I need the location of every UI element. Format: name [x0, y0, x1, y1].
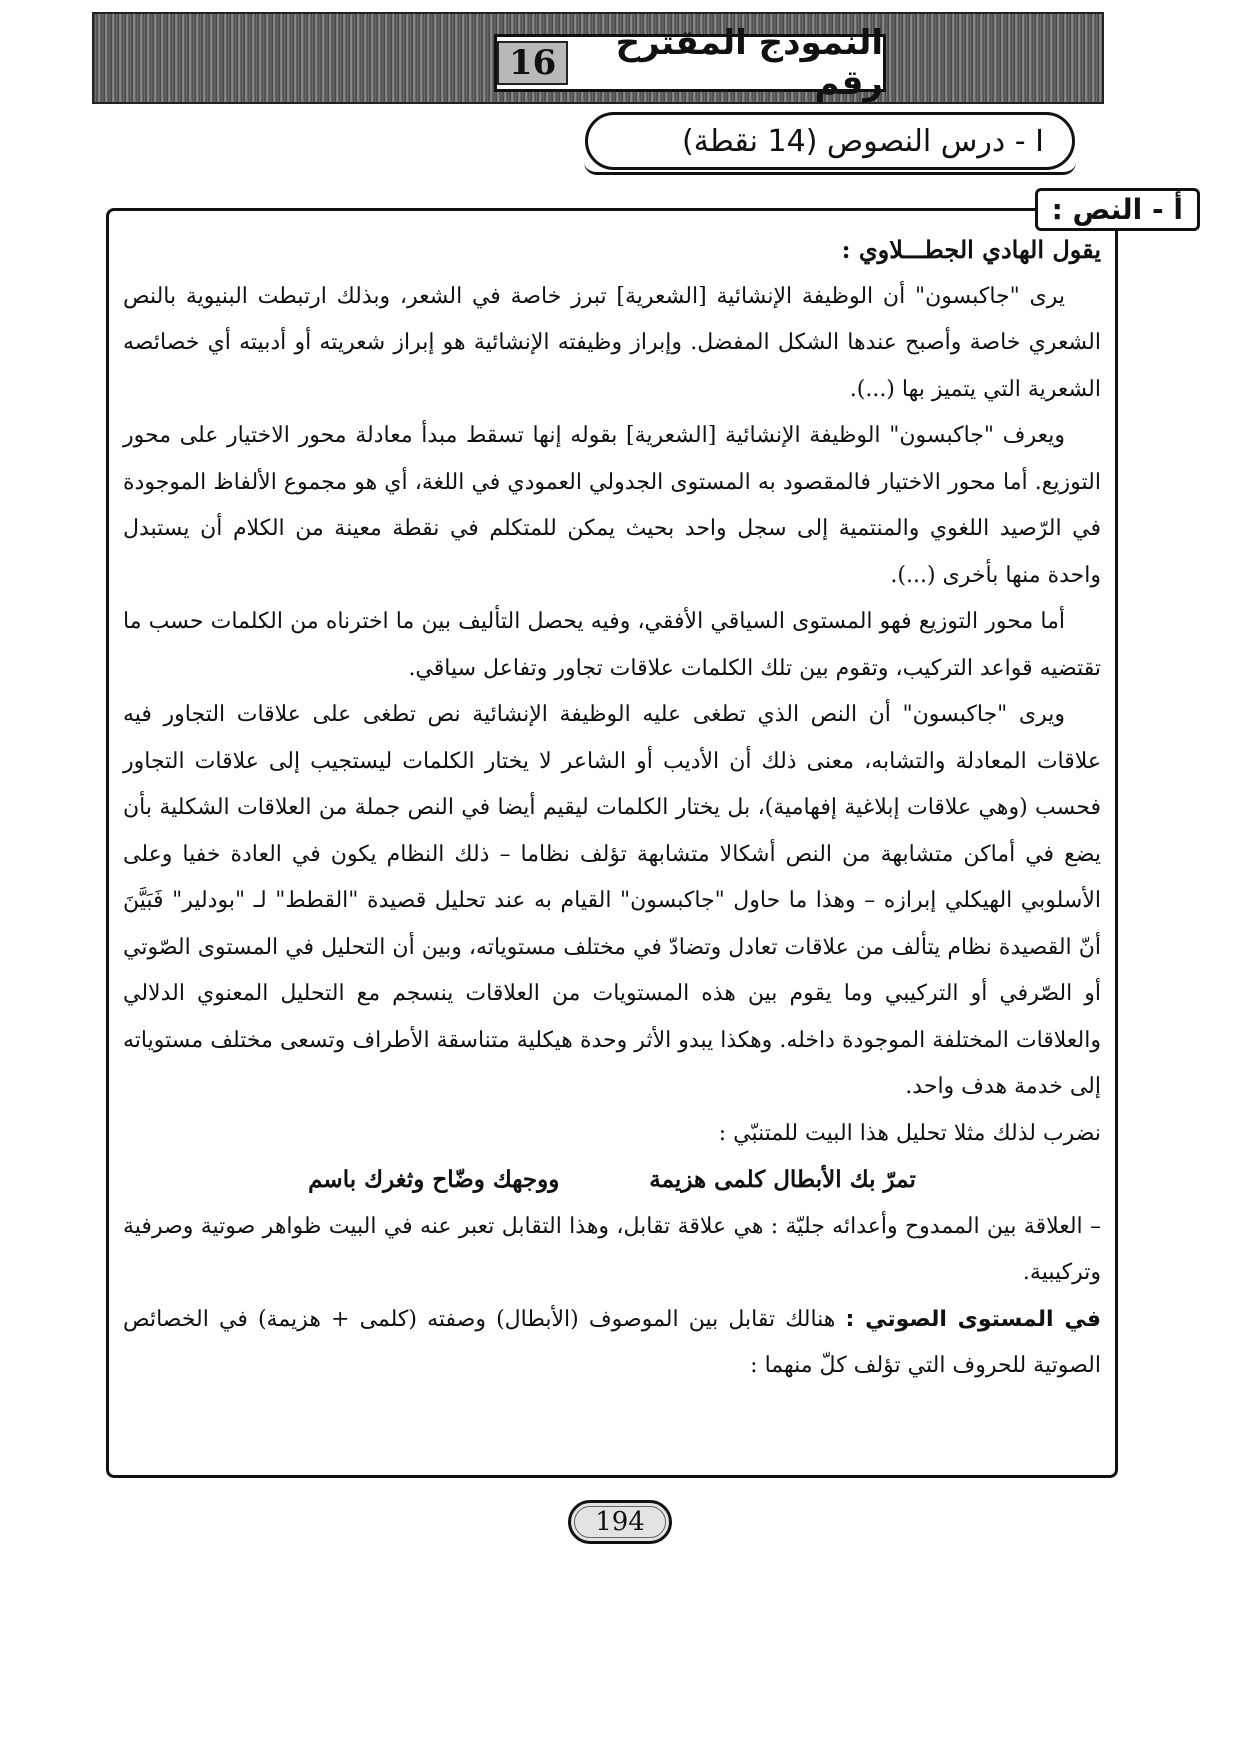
text-intro: يقول الهادي الجطـــلاوي :: [841, 235, 1101, 264]
text-box-content: [109, 227, 1115, 1390]
section-heading: [585, 112, 1075, 170]
verse: [123, 1157, 1101, 1204]
phonetic-text: هنالك تقابل بين الموصوف (الأبطال) وصفته (كلمى + هزيمة) في الخصائص الصوتية للحروف التي تؤلف كلّ منهما :: [123, 1306, 1101, 1378]
paragraph-2: ويعرف "جاكبسون" الوظيفة الإنشائية [الشعرية] بقوله إنها تسقط مبدأ معادلة محور الاختيار على محور التوزيع. أما محور الاختيار فالمقصود به المستوى الجدولي العمودي في اللغة، أي هو مجموع الألفاظ الموجودة في الرّصيد اللغوي والمنتمية إلى سجل واحد بحيث يمكن للمتكلم في نقطة معينة من الكلام أن يستبدل واحدة منها بأخرى (...).: [123, 423, 1101, 588]
paragraph-4: ويرى "جاكبسون" أن النص الذي تطغى عليه الوظيفة الإنشائية نص تطغى على علاقات التجاور فيه علاقات المعادلة والتشابه، معنى ذلك أن الأديب أو الشاعر لا يختار الكلمات ليستجيب إلى علاقات التجاور فحسب (وهي علاقات إبلاغية إفهامية)، بل يختار الكلمات ليقيم أيضا في النص جملة من العلاقات الشكلية بأن يضع في أماكن متشابهة من النص أشكالا متشابهة تؤلف نظاما – ذلك النظام يكون في العادة خفيا وعلى الأسلوبي الهيكلي إبرازه – وهذا ما حاول "جاكبسون" القيام به عند تحليل قصيدة "القطط" لـ "بودلير" فَبَيَّنَ أنّ القصيدة نظام يتألف من علاقات تعادل وتضادّ في مختلف مستوياته، وبين أن التحليل في المستوى الصّوتي أو الصّرفي أو التركيبي وما يقوم بين هذه المستويات من العلاقات ينسجم مع التحليل المعنوي الدلالي والعلاقات المختلفة الموجودة داخله. وهكذا يبدو الأثر وحدة هيكلية متناسقة الأطراف وتسعى مختلف مستوياته إلى خدمة هدف واحد.: [123, 702, 1101, 1099]
verse-first-hemistich: تمرّ بك الأبطال كلمى هزيمة: [649, 1166, 916, 1193]
model-title-text: النموذج المقترح رقم: [615, 23, 883, 103]
relation-paragraph: – العلاقة بين الممدوح وأعدائه جليّة : هي علاقة تقابل، وهذا التقابل تعبر عنه في البيت ظواهر صوتية وصرفية وتركيبية.: [123, 1213, 1101, 1285]
verse-second-hemistich: ووجهك وضّاح وثغرك باسم: [308, 1166, 560, 1193]
phonetic-label: في المستوى الصوتي :: [845, 1306, 1101, 1332]
model-number: 16: [497, 41, 568, 85]
model-title: [494, 23, 886, 103]
paragraph-1: يرى "جاكبسون" أن الوظيفة الإنشائية [الشعرية] تبرز خاصة في الشعر، وبذلك ارتبطت البنيوية بالنص الشعري خاصة وأصبح عندها الشكل المفضل. وإبراز وظيفته الإنشائية هو إبراز شعريته أو أدبيته أي خصائصه الشعرية التي يتميز بها (...).: [123, 283, 1101, 402]
text-box-label: أ - النص :: [1035, 188, 1200, 231]
text-box: [106, 208, 1118, 1478]
section-heading-text: I - درس النصوص (14 نقطة): [682, 123, 1044, 159]
verse-intro: نضرب لذلك مثلا تحليل هذا البيت للمتنبّي :: [718, 1120, 1101, 1146]
header-banner: [92, 12, 1104, 104]
paragraph-3: أما محور التوزيع فهو المستوى السياقي الأفقي، وفيه يحصل التأليف بين ما اخترناه من الكلمات حسب ما تقتضيه قواعد التركيب، وتقوم بين تلك الكلمات علاقات تجاور وتفاعل سياقي.: [123, 609, 1101, 681]
phonetic-paragraph: [123, 1297, 1101, 1390]
page-number: 194: [568, 1500, 672, 1544]
